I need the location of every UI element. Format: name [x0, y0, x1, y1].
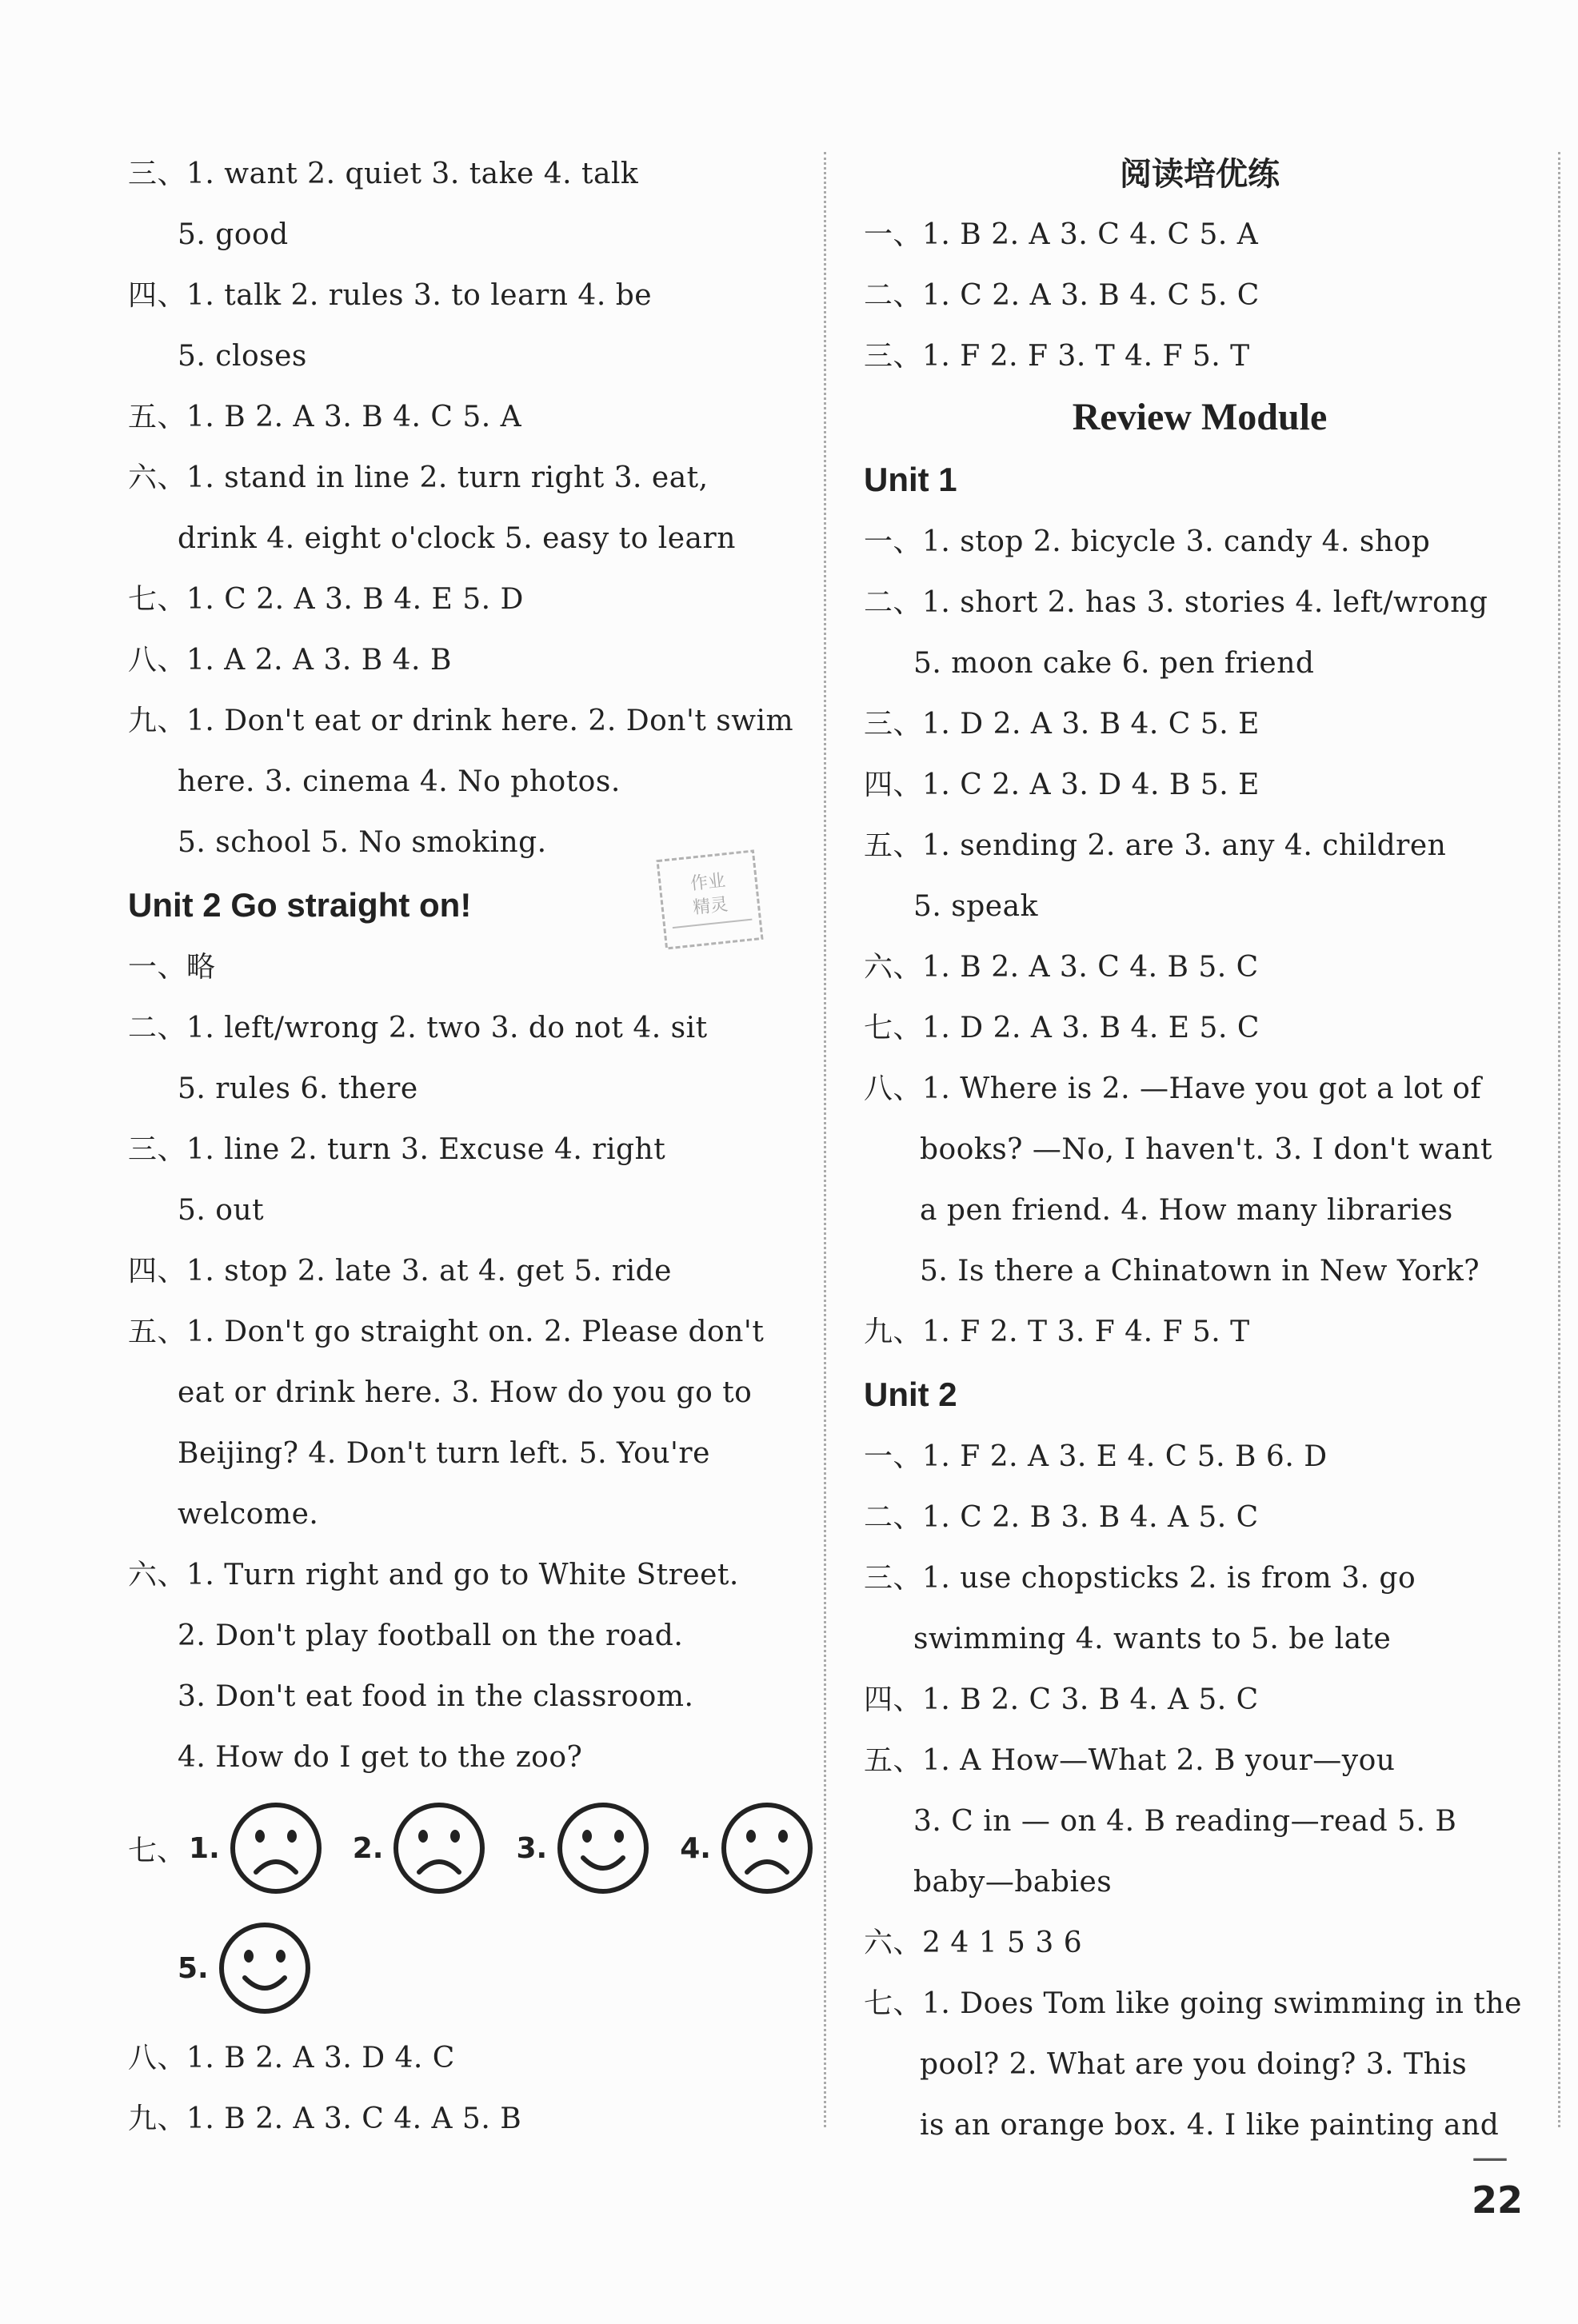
page-number: — 22 — [1472, 2135, 1578, 2222]
left_column-indent-20: eat or drink here. 3. How do you go to — [178, 1376, 753, 1409]
right_column-indent-27: 3. C in — on 4. B reading—read 5. B — [913, 1805, 1457, 1838]
right_column-indent2-16: books? —No, I haven't. 3. I don't want — [920, 1133, 1492, 1166]
left_column-line-19: 五、1. Don't go straight on. 2. Please don't — [128, 1316, 765, 1348]
right_column-indent2-18: 5. Is there a Chinatown in New York? — [920, 1255, 1480, 1288]
right_column-unit-20: Unit 2 — [864, 1376, 957, 1413]
left_column-line-18: 四、1. stop 2. late 3. at 4. get 5. ride — [128, 1255, 672, 1288]
right_column-line-21: 一、1. F 2. A 3. E 4. C 5. B 6. D — [864, 1440, 1328, 1473]
happy-face-icon — [555, 1800, 651, 1896]
face-number: 3. — [516, 1831, 548, 1865]
left_tail-line-0: 八、1. B 2. A 3. D 4. C — [128, 2042, 455, 2074]
right_column-line-14: 七、1. D 2. A 3. B 4. E 5. C — [864, 1012, 1260, 1044]
left-column — [128, 144, 808, 2150]
right_column-line-13: 六、1. B 2. A 3. C 4. B 5. C — [864, 951, 1259, 984]
right_column-line-11: 五、1. sending 2. are 3. any 4. children — [864, 829, 1447, 862]
right_column-line-19: 九、1. F 2. T 3. F 4. F 5. T — [864, 1316, 1250, 1348]
face-answer-2 — [516, 1800, 651, 1896]
happy-face-icon — [217, 1920, 313, 2016]
left_column-indent-10: here. 3. cinema 4. No photos. — [178, 765, 621, 798]
right_column-line-29: 六、2 4 1 5 3 6 — [864, 1927, 1083, 1959]
face-answer-3 — [680, 1800, 815, 1896]
right_column-unit-5: Unit 1 — [864, 461, 957, 498]
face-answer-0 — [178, 1920, 313, 2016]
homework-stamp — [649, 842, 772, 965]
left_column-line-0: 三、1. want 2. quiet 3. take 4. talk — [128, 158, 639, 190]
face-answer-0 — [189, 1800, 324, 1896]
right-edge-divider — [1558, 152, 1560, 2127]
faces-prefix: 七、 — [128, 1834, 186, 1867]
right_column-line-30: 七、1. Does Tom like going swimming in the — [864, 1987, 1522, 2020]
right_column-line-23: 三、1. use chopsticks 2. is from 3. go — [864, 1562, 1416, 1595]
svg-text:精灵: 精灵 — [692, 894, 729, 919]
left_column-indent-6: drink 4. eight o'clock 5. easy to learn — [178, 522, 736, 555]
sad-face-icon — [228, 1800, 324, 1896]
right_column-line-3: 三、1. F 2. F 3. T 4. F 5. T — [864, 340, 1250, 373]
right_column-line-9: 三、1. D 2. A 3. B 4. C 5. E — [864, 708, 1260, 741]
right_column-indent-8: 5. moon cake 6. pen friend — [913, 647, 1315, 680]
right_column-line-1: 一、1. B 2. A 3. C 4. C 5. A — [864, 218, 1259, 251]
right-column — [864, 144, 1536, 2156]
left_column-line-14: 二、1. left/wrong 2. two 3. do not 4. sit — [128, 1012, 708, 1044]
right_column-line-2: 二、1. C 2. A 3. B 4. C 5. C — [864, 279, 1260, 312]
left_column-indent-26: 4. How do I get to the zoo? — [178, 1741, 583, 1774]
face-answer-1 — [353, 1800, 488, 1896]
left_column-line-9: 九、1. Don't eat or drink here. 2. Don't swim — [128, 705, 794, 737]
left_column-indent-3: 5. closes — [178, 340, 307, 373]
left_column-line-4: 五、1. B 2. A 3. B 4. C 5. A — [128, 401, 522, 433]
left_column-line-2: 四、1. talk 2. rules 3. to learn 4. be — [128, 279, 653, 312]
right_column-line-15: 八、1. Where is 2. —Have you got a lot of — [864, 1072, 1482, 1105]
left_column-indent-21: Beijing? 4. Don't turn left. 5. You're — [178, 1437, 710, 1470]
sad-face-icon — [391, 1800, 487, 1896]
right_column-line-7: 二、1. short 2. has 3. stories 4. left/wrong — [864, 586, 1488, 619]
right_column-line-22: 二、1. C 2. B 3. B 4. A 5. C — [864, 1501, 1259, 1534]
faces-row-2 — [128, 1908, 808, 2028]
left_column-indent-22: welcome. — [178, 1498, 319, 1531]
right_column-indent-24: swimming 4. wants to 5. be late — [913, 1623, 1392, 1655]
left_column-line-13: 一、略 — [128, 951, 216, 984]
faces-row-1 — [128, 1788, 808, 1908]
left_column-line-23: 六、1. Turn right and go to White Street. — [128, 1559, 739, 1591]
left_column-indent-17: 5. out — [178, 1194, 265, 1227]
svg-text:作业: 作业 — [689, 870, 727, 895]
left_column-indent-24: 2. Don't play football on the road. — [178, 1619, 684, 1652]
left_tail-line-1: 九、1. B 2. A 3. C 4. A 5. B — [128, 2102, 522, 2135]
right_column-line-6: 一、1. stop 2. bicycle 3. candy 4. shop — [864, 525, 1431, 558]
left_column-indent-25: 3. Don't eat food in the classroom. — [178, 1680, 694, 1713]
left_column-indent-15: 5. rules 6. there — [178, 1072, 418, 1105]
right_column-indent2-31: pool? 2. What are you doing? 3. This — [920, 2048, 1468, 2081]
right_column-indent2-17: a pen friend. 4. How many libraries — [920, 1194, 1453, 1227]
face-number: 4. — [680, 1831, 711, 1865]
face-number: 5. — [178, 1951, 209, 1985]
left_column-unit-12: Unit 2 Go straight on! — [128, 886, 472, 924]
sad-face-icon — [719, 1800, 815, 1896]
left_column-indent-11: 5. school 5. No smoking. — [178, 826, 547, 859]
left_column-line-5: 六、1. stand in line 2. turn right 3. eat, — [128, 461, 709, 494]
left_column-line-16: 三、1. line 2. turn 3. Excuse 4. right — [128, 1133, 666, 1166]
face-number: 2. — [352, 1831, 384, 1865]
right_column-line-26: 五、1. A How—What 2. B your—you — [864, 1744, 1396, 1777]
right_column-line-10: 四、1. C 2. A 3. D 4. B 5. E — [864, 769, 1260, 801]
right_column-title-0: 阅读培优练 — [1120, 156, 1280, 193]
left_column-line-8: 八、1. A 2. A 3. B 4. B — [128, 644, 452, 677]
right_column-indent-28: baby—babies — [913, 1866, 1113, 1899]
right_column-indent2-32: is an orange box. 4. I like painting and — [920, 2109, 1500, 2142]
right_column-line-25: 四、1. B 2. C 3. B 4. A 5. C — [864, 1683, 1259, 1716]
left_column-line-7: 七、1. C 2. A 3. B 4. E 5. D — [128, 583, 524, 616]
right_column-indent-12: 5. speak — [913, 890, 1038, 923]
left_column-indent-1: 5. good — [178, 218, 289, 251]
face-number: 1. — [189, 1831, 220, 1865]
right_column-title_en-4: Review Module — [1072, 396, 1328, 438]
